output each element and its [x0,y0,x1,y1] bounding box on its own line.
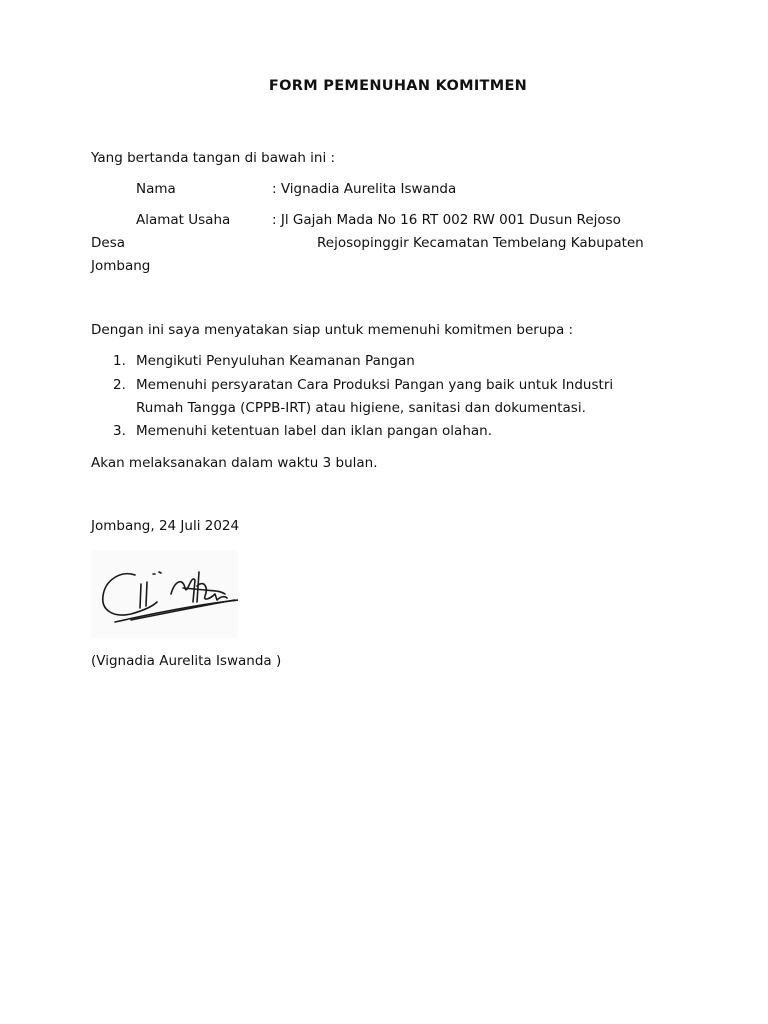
list-number: 1. [113,353,126,369]
alamat-line-1: : Jl Gajah Mada No 16 RT 002 RW 001 Dusun Rejoso [272,212,621,228]
list-number: 3. [113,423,126,439]
nama-label: Nama [136,181,176,197]
signature-name: (Vignadia Aurelita Iswanda ) [91,653,282,669]
intro-text: Yang bertanda tangan di bawah ini : [91,150,336,166]
list-number: 2. [113,377,126,393]
signature-drawing [91,550,238,638]
list-item-2-line-1: Memenuhi persyaratan Cara Produksi Pangan yang baik untuk Industri [136,377,614,393]
list-item-2-line-2: Rumah Tangga (CPPB-IRT) atau higiene, sanitasi dan dokumentasi. [136,400,586,416]
nama-value: : Vignadia Aurelita Iswanda [272,181,457,197]
signature-image [91,550,238,638]
timeline-text: Akan melaksanakan dalam waktu 3 bulan. [91,455,378,471]
list-item-3: Memenuhi ketentuan label dan iklan pangan olahan. [136,423,493,439]
alamat-line-2-rest: Rejosopinggir Kecamatan Tembelang Kabupaten [317,235,644,251]
alamat-label: Alamat Usaha [136,212,231,228]
statement-text: Dengan ini saya menyatakan siap untuk memenuhi komitmen berupa : [91,322,574,338]
place-date: Jombang, 24 Juli 2024 [91,518,240,534]
alamat-line-3: Jombang [91,258,151,274]
list-item-1: Mengikuti Penyuluhan Keamanan Pangan [136,353,415,369]
alamat-line-2-desa: Desa [91,235,126,251]
form-title: FORM PEMENUHAN KOMITMEN [268,78,528,94]
